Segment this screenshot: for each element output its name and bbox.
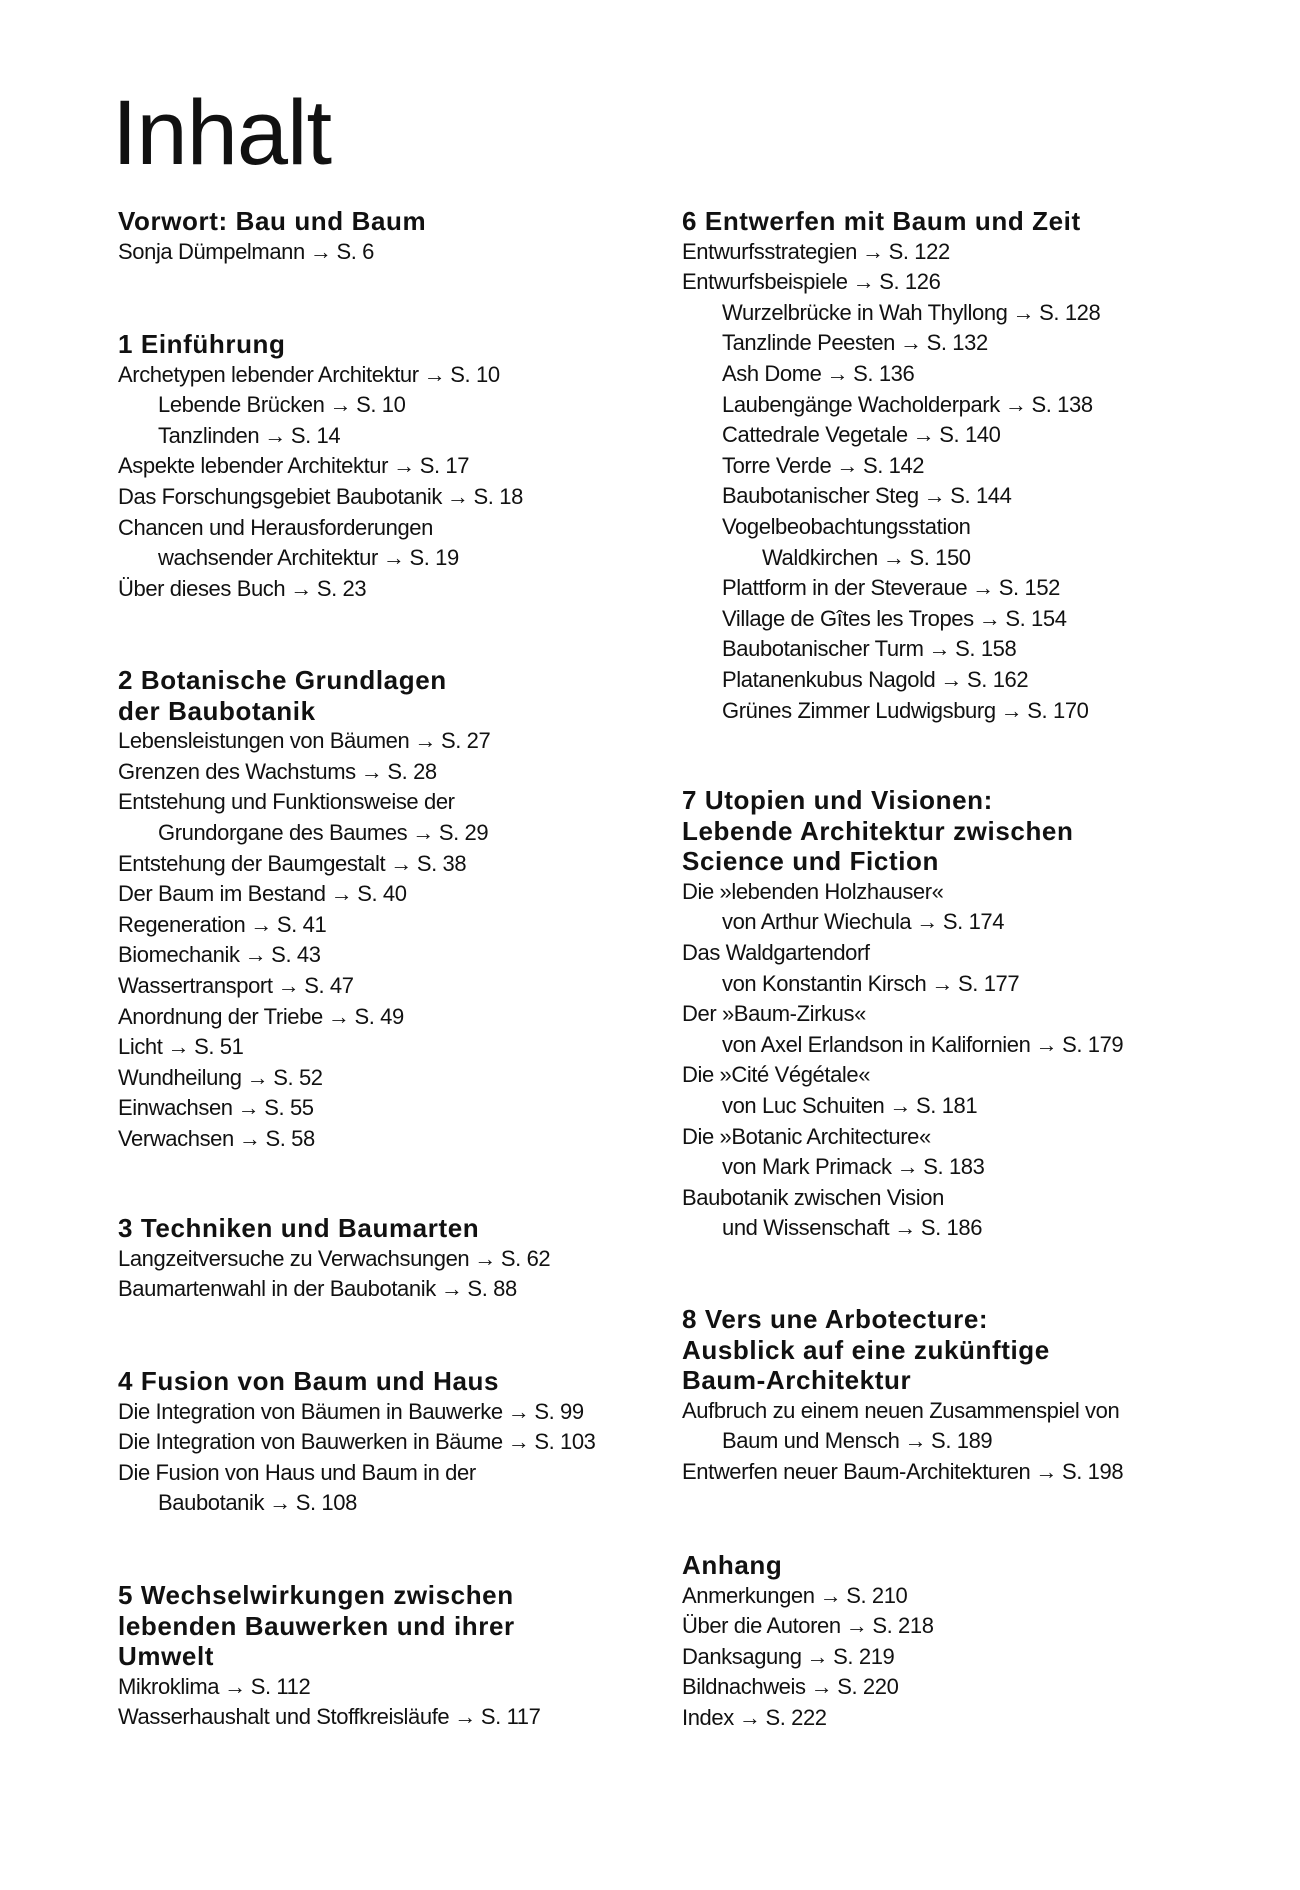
arrow-right-icon: → bbox=[382, 545, 405, 571]
entry-title: Platanenkubus Nagold bbox=[722, 666, 936, 692]
page-reference: S. 181 bbox=[916, 1092, 978, 1118]
entry-title: Das Waldgartendorf bbox=[682, 939, 870, 965]
page-reference: S. 158 bbox=[955, 636, 1017, 662]
toc-entry[interactable] bbox=[118, 421, 668, 452]
page-reference: S. 6 bbox=[336, 238, 374, 264]
arrow-right-icon: → bbox=[845, 1613, 868, 1639]
page-reference: S. 47 bbox=[304, 972, 354, 998]
page-reference: S. 108 bbox=[295, 1490, 357, 1516]
arrow-right-icon: → bbox=[819, 1582, 842, 1608]
section-heading: 4 Fusion von Baum und Haus bbox=[118, 1366, 500, 1396]
entry-title: Der Baum im Bestand bbox=[118, 881, 326, 907]
page-reference: S. 183 bbox=[923, 1154, 985, 1180]
arrow-right-icon: → bbox=[224, 1673, 246, 1699]
toc-entry[interactable] bbox=[118, 1244, 668, 1275]
section-heading: 7 Utopien und Visionen: bbox=[682, 785, 993, 815]
toc-entry bbox=[682, 1183, 1232, 1214]
toc-entry[interactable] bbox=[682, 1672, 1232, 1703]
arrow-right-icon: → bbox=[916, 909, 938, 935]
arrow-right-icon: → bbox=[1004, 391, 1027, 417]
arrow-right-icon: → bbox=[360, 758, 383, 784]
toc-section-entwerfen bbox=[682, 206, 1232, 726]
toc-entry[interactable] bbox=[118, 1427, 668, 1458]
entry-title: Der »Baum-Zirkus« bbox=[682, 1001, 866, 1027]
toc-entry[interactable] bbox=[682, 543, 1232, 574]
toc-entry[interactable] bbox=[682, 390, 1232, 421]
toc-section-vorwort bbox=[118, 206, 668, 267]
toc-entry bbox=[118, 1458, 668, 1489]
page-reference: S. 142 bbox=[862, 452, 925, 478]
section-heading: 5 Wechselwirkungen zwischen bbox=[118, 1580, 514, 1610]
entry-title: Die Fusion von Haus und Baum in der bbox=[118, 1459, 476, 1485]
entry-title: Baum und Mensch bbox=[722, 1428, 900, 1454]
entry-title: Langzeitversuche zu Verwachsungen bbox=[118, 1245, 470, 1271]
page-reference: S. 43 bbox=[271, 942, 321, 968]
toc-entry[interactable] bbox=[118, 574, 668, 605]
arrow-right-icon: → bbox=[896, 1154, 919, 1180]
section-heading: 6 Entwerfen mit Baum und Zeit bbox=[682, 206, 1081, 236]
toc-section-einfuehrung bbox=[118, 329, 668, 604]
section-heading: Lebende Architektur zwischen bbox=[682, 815, 1074, 846]
arrow-right-icon: → bbox=[390, 850, 412, 876]
toc-entry[interactable] bbox=[118, 940, 668, 971]
toc-entry[interactable] bbox=[118, 237, 668, 268]
toc-entry[interactable] bbox=[682, 1457, 1232, 1488]
page-reference: S. 128 bbox=[1039, 299, 1101, 325]
entry-title: Die »lebenden Holzhauser« bbox=[682, 878, 944, 904]
toc-entry[interactable] bbox=[682, 1703, 1232, 1734]
entry-title: Das Forschungsgebiet Baubotanik bbox=[118, 483, 442, 509]
page-reference: S. 62 bbox=[500, 1245, 551, 1271]
arrow-right-icon: → bbox=[912, 422, 935, 448]
entry-title: Entstehung und Funktionsweise der bbox=[118, 789, 455, 815]
toc-entry[interactable] bbox=[118, 726, 668, 757]
arrow-right-icon: → bbox=[329, 392, 352, 418]
toc-entry[interactable] bbox=[118, 1032, 668, 1063]
arrow-right-icon: → bbox=[393, 453, 415, 479]
entry-title: Die Integration von Bäumen in Bauwerke bbox=[118, 1398, 503, 1424]
page-reference: S. 29 bbox=[438, 819, 489, 845]
arrow-right-icon: → bbox=[1000, 697, 1023, 723]
entry-title: Grenzen des Wachstums bbox=[118, 758, 356, 784]
arrow-right-icon: → bbox=[923, 483, 946, 509]
entry-title: Entstehung der Baumgestalt bbox=[118, 850, 386, 876]
page-reference: S. 14 bbox=[290, 422, 341, 448]
toc-entry bbox=[682, 938, 1232, 969]
entry-title: Archetypen lebender Architektur bbox=[118, 361, 419, 387]
entry-title: Mikroklima bbox=[118, 1673, 220, 1699]
page-reference: S. 27 bbox=[440, 728, 491, 754]
section-heading: 3 Techniken und Baumarten bbox=[118, 1213, 480, 1243]
toc-section-arbotecture bbox=[682, 1304, 1232, 1488]
arrow-right-icon: → bbox=[806, 1643, 829, 1669]
entry-title: Danksagung bbox=[682, 1643, 802, 1669]
toc-entry bbox=[682, 1060, 1232, 1091]
toc-entry[interactable] bbox=[118, 1397, 668, 1428]
arrow-right-icon: → bbox=[826, 360, 849, 386]
entry-title: Aspekte lebender Architektur bbox=[118, 453, 389, 479]
entry-title: Regeneration bbox=[118, 911, 246, 937]
toc-entry bbox=[682, 877, 1232, 908]
page-reference: S. 19 bbox=[409, 545, 459, 571]
toc-entry bbox=[682, 1122, 1232, 1153]
toc-entry[interactable] bbox=[118, 757, 668, 788]
toc-entry[interactable] bbox=[118, 482, 668, 513]
page-reference: S. 138 bbox=[1031, 391, 1093, 417]
page-reference: S. 55 bbox=[264, 1095, 314, 1121]
toc-entry[interactable] bbox=[682, 481, 1232, 512]
toc-entry[interactable] bbox=[118, 1063, 668, 1094]
page-reference: S. 18 bbox=[473, 483, 523, 509]
toc-entry[interactable] bbox=[682, 1642, 1232, 1673]
entry-title: Laubengänge Wacholderpark bbox=[722, 391, 1000, 417]
arrow-right-icon: → bbox=[277, 972, 300, 998]
arrow-right-icon: → bbox=[900, 330, 922, 356]
arrow-right-icon: → bbox=[290, 575, 312, 601]
page-reference: S. 220 bbox=[837, 1674, 899, 1700]
arrow-right-icon: → bbox=[904, 1428, 927, 1454]
page-reference: S. 177 bbox=[958, 970, 1020, 996]
toc-entry[interactable] bbox=[118, 360, 668, 391]
page-reference: S. 174 bbox=[942, 909, 1005, 935]
entry-title: Tanzlinde Peesten bbox=[722, 330, 895, 356]
page-reference: S. 154 bbox=[1005, 605, 1067, 631]
toc-entry[interactable] bbox=[118, 1672, 668, 1703]
entry-title: Index bbox=[682, 1704, 734, 1730]
toc-entry[interactable] bbox=[118, 1488, 668, 1519]
entry-title: Anordnung der Triebe bbox=[118, 1003, 323, 1029]
page-reference: S. 222 bbox=[765, 1704, 827, 1730]
entry-title: Baubotanischer Turm bbox=[722, 636, 924, 662]
entry-title: Aufbruch zu einem neuen Zusammenspiel von bbox=[682, 1397, 1120, 1423]
section-heading: Umwelt bbox=[118, 1641, 215, 1672]
toc-entry bbox=[682, 1396, 1232, 1427]
toc-entry[interactable] bbox=[682, 1030, 1232, 1061]
page-reference: S. 17 bbox=[419, 453, 470, 479]
entry-title: Bildnachweis bbox=[682, 1674, 806, 1700]
page-reference: S. 152 bbox=[998, 575, 1060, 601]
toc-entry[interactable] bbox=[682, 573, 1232, 604]
arrow-right-icon: → bbox=[440, 1276, 463, 1302]
toc-entry[interactable] bbox=[682, 328, 1232, 359]
toc-section-wechselwirkungen bbox=[118, 1580, 668, 1733]
toc-entry[interactable] bbox=[682, 451, 1232, 482]
page-reference: S. 58 bbox=[265, 1125, 315, 1151]
arrow-right-icon: → bbox=[309, 238, 332, 264]
entry-title: Die »Botanic Architecture« bbox=[682, 1123, 931, 1149]
arrow-right-icon: → bbox=[836, 452, 858, 478]
toc-entry[interactable] bbox=[682, 237, 1232, 268]
arrow-right-icon: → bbox=[882, 544, 905, 570]
section-heading: 2 Botanische Grundlagen bbox=[118, 665, 447, 695]
toc-entry[interactable] bbox=[118, 849, 668, 880]
page-reference: S. 41 bbox=[276, 911, 327, 937]
arrow-right-icon: → bbox=[237, 1095, 260, 1121]
page-reference: S. 162 bbox=[967, 666, 1029, 692]
page-reference: S. 51 bbox=[194, 1034, 244, 1060]
page-reference: S. 103 bbox=[534, 1429, 596, 1455]
toc-section-techniken bbox=[118, 1213, 668, 1305]
entry-title: Anmerkungen bbox=[682, 1582, 815, 1608]
page-reference: S. 49 bbox=[354, 1003, 404, 1029]
page-reference: S. 170 bbox=[1027, 697, 1089, 723]
entry-title: Chancen und Herausforderungen bbox=[118, 514, 433, 540]
page-title: Inhalt bbox=[112, 82, 332, 184]
toc-section-grundlagen bbox=[118, 665, 668, 1155]
page-reference: S. 88 bbox=[467, 1276, 517, 1302]
entry-title: Wundheilung bbox=[118, 1064, 242, 1090]
arrow-right-icon: → bbox=[423, 361, 446, 387]
page-reference: S. 52 bbox=[273, 1064, 323, 1090]
arrow-right-icon: → bbox=[454, 1704, 476, 1730]
arrow-right-icon: → bbox=[852, 269, 875, 295]
section-heading: Anhang bbox=[682, 1550, 783, 1580]
toc-entry[interactable] bbox=[118, 910, 668, 941]
arrow-right-icon: → bbox=[507, 1398, 530, 1424]
toc-entry[interactable] bbox=[118, 1002, 668, 1033]
toc-entry bbox=[118, 513, 668, 544]
toc-entry[interactable] bbox=[682, 696, 1232, 727]
page-reference: S. 126 bbox=[879, 269, 941, 295]
entry-title: und Wissenschaft bbox=[722, 1215, 890, 1241]
page-reference: S. 210 bbox=[846, 1582, 908, 1608]
section-heading: Vorwort: Bau und Baum bbox=[118, 206, 427, 236]
section-heading: lebenden Bauwerken und ihrer bbox=[118, 1610, 515, 1641]
page-reference: S. 186 bbox=[920, 1215, 983, 1241]
entry-title: von Axel Erlandson in Kalifornien bbox=[722, 1031, 1031, 1057]
toc-entry bbox=[682, 999, 1232, 1030]
entry-title: Torre Verde bbox=[722, 452, 832, 478]
arrow-right-icon: → bbox=[238, 1125, 261, 1151]
entry-title: Biomechanik bbox=[118, 942, 240, 968]
toc-entry[interactable] bbox=[682, 1611, 1232, 1642]
toc-entry[interactable] bbox=[118, 879, 668, 910]
toc-entry[interactable] bbox=[682, 267, 1232, 298]
section-heading: 1 Einführung bbox=[118, 329, 286, 359]
toc-entry[interactable] bbox=[118, 390, 668, 421]
arrow-right-icon: → bbox=[940, 666, 962, 692]
entry-title: Lebende Brücken bbox=[158, 392, 325, 418]
page-reference: S. 144 bbox=[950, 483, 1012, 509]
entry-title: Vogelbeobachtungsstation bbox=[722, 513, 971, 539]
entry-title: Tanzlinden bbox=[158, 422, 260, 448]
entry-title: Baubotanischer Steg bbox=[722, 483, 919, 509]
arrow-right-icon: → bbox=[474, 1245, 496, 1271]
arrow-right-icon: → bbox=[931, 970, 953, 996]
page-reference: S. 140 bbox=[939, 422, 1001, 448]
toc-entry bbox=[118, 787, 668, 818]
entry-title: Village de Gîtes les Tropes bbox=[722, 605, 974, 631]
arrow-right-icon: → bbox=[244, 942, 267, 968]
toc-entry[interactable] bbox=[118, 1274, 668, 1305]
arrow-right-icon: → bbox=[167, 1034, 190, 1060]
toc-entry[interactable] bbox=[682, 298, 1232, 329]
toc-entry[interactable] bbox=[682, 969, 1232, 1000]
toc-entry bbox=[682, 512, 1232, 543]
entry-title: Grundorgane des Baumes bbox=[158, 819, 408, 845]
entry-title: Sonja Dümpelmann bbox=[118, 238, 305, 264]
toc-entry[interactable] bbox=[682, 634, 1232, 665]
entry-title: Wurzelbrücke in Wah Thyllong bbox=[722, 299, 1008, 325]
arrow-right-icon: → bbox=[414, 728, 436, 754]
entry-title: Wasserhaushalt und Stoffkreisläufe bbox=[118, 1704, 450, 1730]
section-heading: der Baubotanik bbox=[118, 695, 316, 726]
arrow-right-icon: → bbox=[412, 819, 434, 845]
entry-title: Entwerfen neuer Baum-Architekturen bbox=[682, 1458, 1031, 1484]
entry-title: Die »Cité Végétale« bbox=[682, 1062, 871, 1088]
arrow-right-icon: → bbox=[889, 1092, 911, 1118]
toc-entry[interactable] bbox=[682, 1152, 1232, 1183]
entry-title: von Luc Schuiten bbox=[722, 1092, 885, 1118]
entry-title: Die Integration von Bauwerken in Bäume bbox=[118, 1429, 503, 1455]
page-reference: S. 150 bbox=[909, 544, 971, 570]
page-reference: S. 219 bbox=[833, 1643, 895, 1669]
section-heading: Ausblick auf eine zukünftige bbox=[682, 1334, 1050, 1365]
toc-entry[interactable] bbox=[682, 1426, 1232, 1457]
page-reference: S. 218 bbox=[872, 1613, 934, 1639]
toc-entry[interactable] bbox=[118, 1093, 668, 1124]
page-reference: S. 122 bbox=[888, 238, 950, 264]
toc-entry[interactable] bbox=[682, 1213, 1232, 1244]
arrow-right-icon: → bbox=[894, 1215, 916, 1241]
entry-title: Entwurfsstrategien bbox=[682, 238, 857, 264]
arrow-right-icon: → bbox=[269, 1490, 291, 1516]
arrow-right-icon: → bbox=[738, 1704, 761, 1730]
page-reference: S. 38 bbox=[416, 850, 467, 876]
page-reference: S. 117 bbox=[480, 1704, 541, 1730]
toc-entry[interactable] bbox=[118, 818, 668, 849]
arrow-right-icon: → bbox=[507, 1429, 530, 1455]
arrow-right-icon: → bbox=[972, 575, 994, 601]
toc-entry[interactable] bbox=[682, 1091, 1232, 1122]
entry-title: Licht bbox=[118, 1034, 163, 1060]
entry-title: von Mark Primack bbox=[722, 1154, 892, 1180]
toc-section-anhang bbox=[682, 1550, 1232, 1734]
arrow-right-icon: → bbox=[810, 1674, 833, 1700]
entry-title: Einwachsen bbox=[118, 1095, 233, 1121]
page-reference: S. 40 bbox=[357, 881, 407, 907]
entry-title: Ash Dome bbox=[722, 360, 822, 386]
arrow-right-icon: → bbox=[264, 422, 286, 448]
arrow-right-icon: → bbox=[446, 483, 469, 509]
toc-entry[interactable] bbox=[118, 543, 668, 574]
arrow-right-icon: → bbox=[246, 1064, 269, 1090]
page-reference: S. 28 bbox=[387, 758, 437, 784]
toc-entry[interactable] bbox=[682, 907, 1232, 938]
toc-entry[interactable] bbox=[118, 1702, 668, 1733]
toc-entry[interactable] bbox=[682, 665, 1232, 696]
page-reference: S. 189 bbox=[931, 1428, 993, 1454]
page-reference: S. 99 bbox=[534, 1398, 584, 1424]
section-heading: Baum-Architektur bbox=[682, 1365, 912, 1396]
toc-entry[interactable] bbox=[682, 420, 1232, 451]
toc-section-fusion bbox=[118, 1366, 668, 1519]
toc-entry[interactable] bbox=[682, 1581, 1232, 1612]
arrow-right-icon: → bbox=[330, 881, 353, 907]
arrow-right-icon: → bbox=[862, 238, 884, 264]
entry-title: Baubotanik bbox=[158, 1490, 265, 1516]
page-reference: S. 23 bbox=[316, 575, 367, 601]
toc-entry[interactable] bbox=[682, 604, 1232, 635]
page-reference: S. 198 bbox=[1061, 1458, 1124, 1484]
entry-title: von Konstantin Kirsch bbox=[722, 970, 927, 996]
arrow-right-icon: → bbox=[928, 636, 951, 662]
arrow-right-icon: → bbox=[250, 911, 272, 937]
toc-entry[interactable] bbox=[682, 359, 1232, 390]
entry-title: Über dieses Buch bbox=[118, 575, 286, 601]
entry-title: Cattedrale Vegetale bbox=[722, 422, 908, 448]
entry-title: von Arthur Wiechula bbox=[722, 909, 912, 935]
section-heading: 8 Vers une Arbotecture: bbox=[682, 1304, 989, 1334]
page-reference: S. 10 bbox=[356, 392, 406, 418]
arrow-right-icon: → bbox=[327, 1003, 350, 1029]
entry-title: Plattform in der Steveraue bbox=[722, 575, 968, 601]
page-reference: S. 132 bbox=[926, 330, 988, 356]
entry-title: Lebensleistungen von Bäumen bbox=[118, 728, 410, 754]
arrow-right-icon: → bbox=[1012, 299, 1035, 325]
entry-title: Verwachsen bbox=[118, 1125, 234, 1151]
entry-title: Baumartenwahl in der Baubotanik bbox=[118, 1276, 436, 1302]
arrow-right-icon: → bbox=[1035, 1458, 1057, 1484]
entry-title: Wassertransport bbox=[118, 972, 273, 998]
toc-entry[interactable] bbox=[118, 1124, 668, 1155]
entry-title: Waldkirchen bbox=[762, 544, 878, 570]
page-reference: S. 136 bbox=[853, 360, 915, 386]
entry-title: Über die Autoren bbox=[682, 1613, 841, 1639]
arrow-right-icon: → bbox=[1035, 1031, 1058, 1057]
entry-title: Baubotanik zwischen Vision bbox=[682, 1184, 944, 1210]
entry-title: Entwurfsbeispiele bbox=[682, 269, 848, 295]
arrow-right-icon: → bbox=[978, 605, 1001, 631]
page-reference: S. 112 bbox=[250, 1673, 311, 1699]
entry-title: wachsender Architektur bbox=[158, 545, 378, 571]
toc-section-utopien bbox=[682, 785, 1232, 1244]
page-reference: S. 10 bbox=[450, 361, 500, 387]
entry-title: Grünes Zimmer Ludwigsburg bbox=[722, 697, 996, 723]
toc-entry[interactable] bbox=[118, 451, 668, 482]
section-heading: Science und Fiction bbox=[682, 846, 939, 877]
page-reference: S. 179 bbox=[1062, 1031, 1124, 1057]
toc-entry[interactable] bbox=[118, 971, 668, 1002]
